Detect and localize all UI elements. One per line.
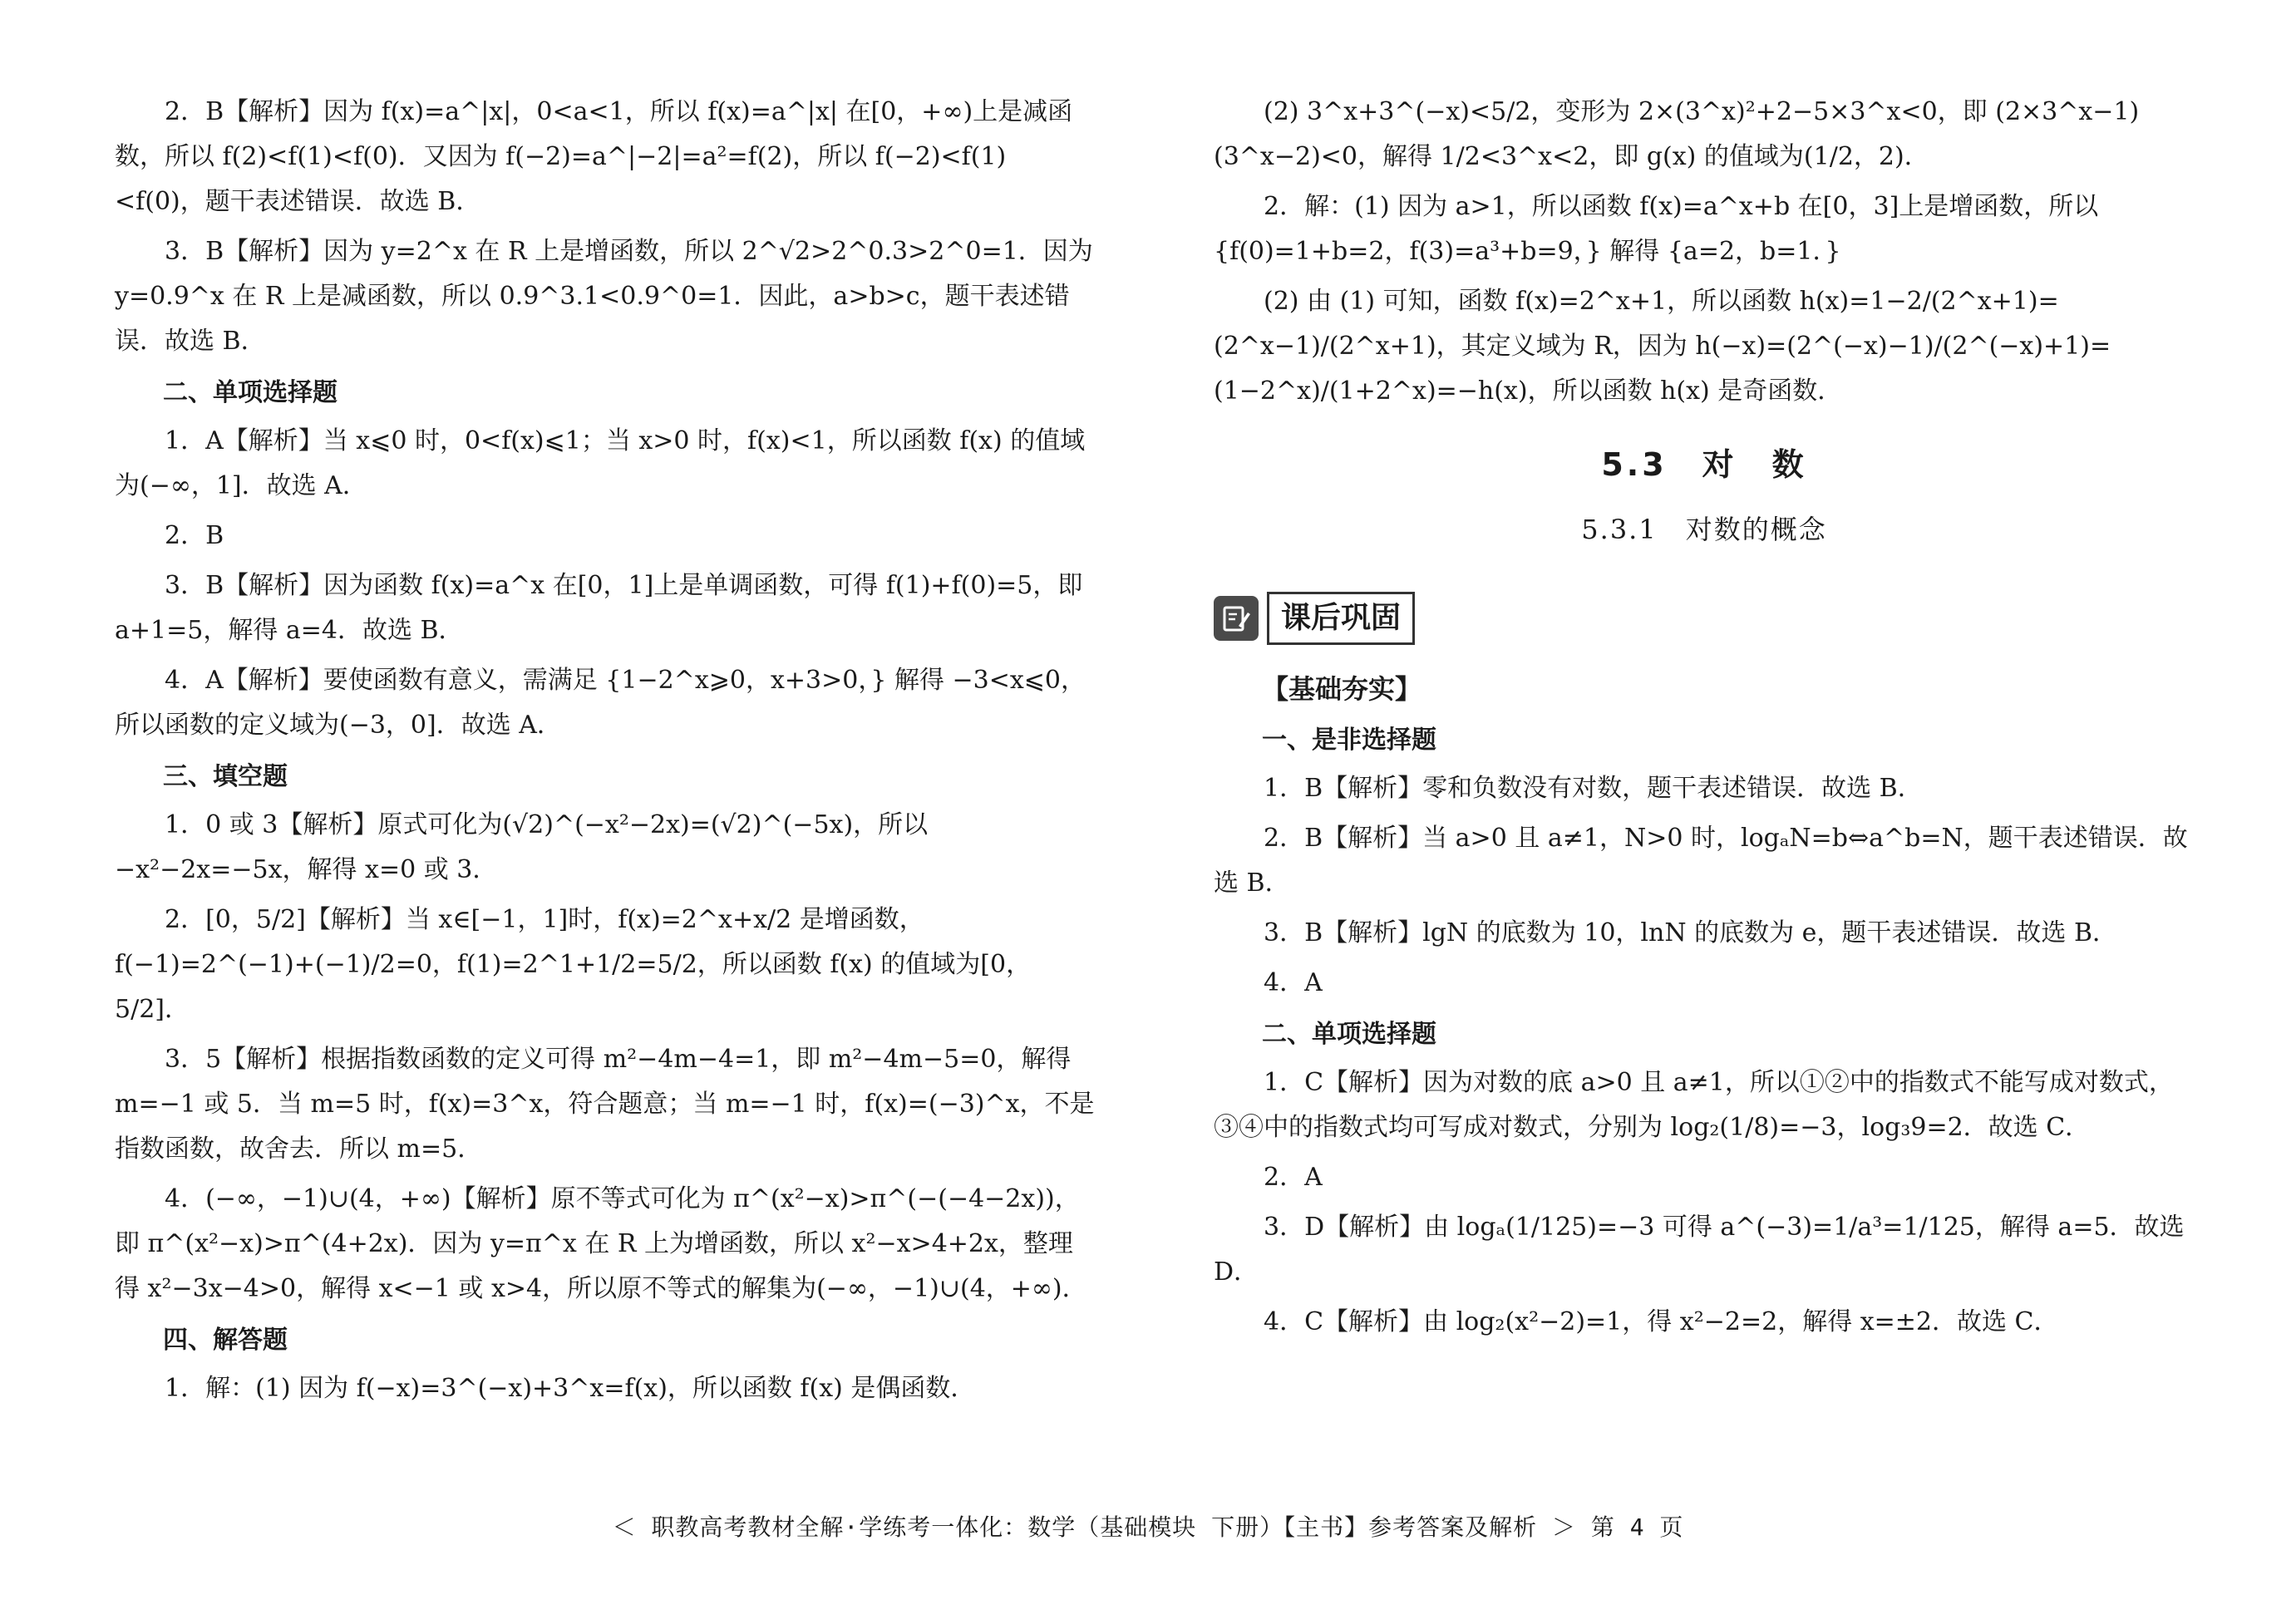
choice-2: 2．A (1264, 1163, 1323, 1192)
solve-2: 2．解：(1) 因为 a>1，所以函数 f(x)=a^x+b 在[0，3]上是增函数，所以 {f(0)=1+b=2，f(3)=a³+b=9，} 解得 {a=2，b=1．} (1214, 192, 2106, 266)
choice-1: 1．C【解析】因为对数的底 a>0 且 a≠1，所以①②中的指数式不能写成对数式，③④中的指数式均可写成对数式，分别为 log₂(1/8)=−3，log₃9=2．故选 C． (1214, 1068, 2174, 1142)
left-column (115, 90, 1101, 1416)
basic-label: 【基础夯实】 (1262, 673, 1422, 705)
heading-fill-blank: 三、填空题 (163, 762, 288, 791)
single-choice-4: 4．A【解析】要使函数有意义，需满足 {1−2^x⩾0，x+3>0，} 解得 −3<x⩽0，所以函数的定义域为(−3，0]．故选 A． (115, 666, 1086, 740)
true-false-4: 4．A (1264, 968, 1323, 997)
single-choice-1: 1．A【解析】当 x⩽0 时，0<f(x)⩽1；当 x>0 时，f(x)<1，所以函数 f(x) 的值域为(−∞，1]．故选 A． (115, 426, 1086, 500)
subsection-title: 5.3.1 对数的概念 (1581, 514, 1827, 545)
heading-true-false: 一、是非选择题 (1262, 726, 1436, 755)
heading-single-choice: 二、单项选择题 (163, 378, 338, 407)
heading-solve: 四、解答题 (163, 1326, 288, 1355)
single-choice-3: 3．B【解析】因为函数 f(x)=a^x 在[0，1]上是单调函数，可得 f(1)+f(0)=5，即 a+1=5，解得 a=4．故选 B． (115, 571, 1091, 645)
choice-4: 4．C【解析】由 log₂(x²−2)=1，得 x²−2=2，解得 x=±2．故选 C． (1264, 1307, 2059, 1336)
true-false-1: 1．B【解析】零和负数没有对数，题干表述错误．故选 B． (1264, 774, 1923, 803)
heading-single-choice-2: 二、单项选择题 (1262, 1020, 1436, 1049)
right-column (1214, 90, 2195, 1350)
choice-3: 3．D【解析】由 logₐ(1/125)=−3 可得 a^(−3)=1/a³=1/125，解得 a=5．故选 D． (1214, 1213, 2193, 1287)
fill-blank-2: 2．[0，5/2]【解析】当 x∈[−1，1]时，f(x)=2^x+x/2 是增函数，f(−1)=2^(−1)+(−1)/2=0，f(1)=2^1+1/2=5/2，所以函数 f(x) 的值域为[0，5/2]． (115, 905, 1032, 1024)
true-false-2: 2．B【解析】当 a>0 且 a≠1，N>0 时，logₐN=b⇔a^b=N，题干表述错误．故选 B． (1214, 824, 2188, 898)
true-false-3: 3．B【解析】lgN 的底数为 10，lnN 的底数为 e，题干表述错误．故选 B． (1264, 918, 2118, 947)
solve-1: 1．解：(1) 因为 f(−x)=3^(−x)+3^x=f(x)，所以函数 f(x) 是偶函数． (165, 1374, 976, 1403)
answer-3: 3．B【解析】因为 y=2^x 在 R 上是增函数，所以 2^√2>2^0.3>2^0=1．因为 y=0.9^x 在 R 上是减函数，所以 0.9^3.1<0.9^0=1．因此，a>b>c，题干表述错误．故选 B． (115, 237, 1101, 356)
page-footer: ＜ 职教高考教材全解·学练考一体化：数学（基础模块 下册）【主书】参考答案及解析 ＞ 第 4 页 (612, 1513, 1684, 1541)
single-choice-2: 2．B (165, 521, 224, 550)
after-class-banner (1214, 592, 2195, 645)
section-title: 5.3 对 数 (1601, 446, 1807, 483)
solve-1-part-2: (2) 3^x+3^(−x)<5/2，变形为 2×(3^x)²+2−5×3^x<0，即 (2×3^x−1)(3^x−2)<0，解得 1/2<3^x<2，即 g(x) 的值域为(1/2，2)． (1214, 97, 2140, 171)
notebook-pencil-icon (1214, 596, 1259, 641)
fill-blank-3: 3．5【解析】根据指数函数的定义可得 m²−4m−4=1，即 m²−4m−5=0，解得 m=−1 或 5．当 m=5 时，f(x)=3^x，符合题意；当 m=−1 时，f(x)=(−3)^x，不是指数函数，故舍去．所以 m=5． (115, 1045, 1095, 1164)
solve-2-part-2: (2) 由 (1) 可知，函数 f(x)=2^x+1，所以函数 h(x)=1−2/(2^x+1)=(2^x−1)/(2^x+1)，其定义域为 R，因为 h(−x)=(2^(−x)−1)/(2^(−x)+1)=(1−2^x)/(1+2^x)=−h(x)，所以函数 h(x) 是奇函数． (1214, 287, 2111, 406)
fill-blank-1: 1．0 或 3【解析】原式可化为(√2)^(−x²−2x)=(√2)^(−5x)，所以 −x²−2x=−5x，解得 x=0 或 3． (115, 810, 936, 884)
answer-2: 2．B【解析】因为 f(x)=a^|x|，0<a<1，所以 f(x)=a^|x| 在[0，+∞)上是减函数，所以 f(2)<f(1)<f(0)．又因为 f(−2)=a^|−2|=a²=f(2)，所以 f(−2)<f(1)<f(0)，题干表述错误．故选 B． (115, 97, 1073, 216)
banner-label: 课后巩固 (1267, 592, 1415, 645)
fill-blank-4: 4．(−∞，−1)∪(4，+∞)【解析】原不等式可化为 π^(x²−x)>π^(−(−4−2x))，即 π^(x²−x)>π^(4+2x)．因为 y=π^x 在 R 上为增函数，所以 x²−x>4+2x，整理得 x²−3x−4>0，解得 x<−1 或 x>4，所以原不等式的解集为(−∞，−1)∪(4，+∞)． (115, 1184, 1087, 1303)
